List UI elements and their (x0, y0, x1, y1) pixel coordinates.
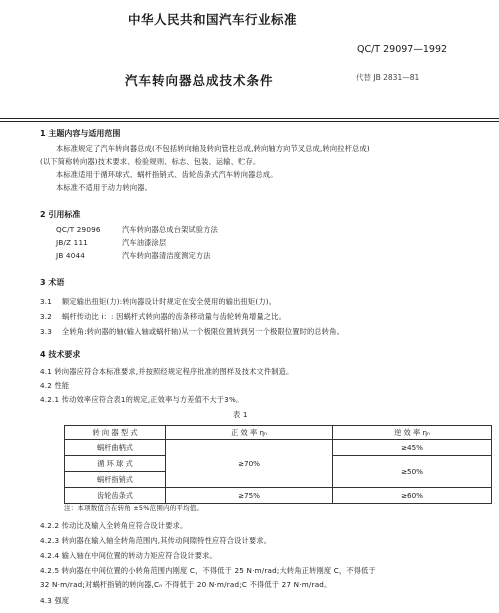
table-caption: 表 1 (233, 410, 248, 419)
section-1-heading: 1 主题内容与适用范围 (40, 129, 121, 138)
ref-code: JB 4044 (56, 251, 86, 260)
term-text: 额定输出扭矩(力):转向器设计时规定在安全使用的输出扭矩(力)。 (62, 297, 277, 306)
header-rule-top (0, 118, 499, 119)
cell-reverse-efficiency: ≥60% (333, 488, 492, 504)
section-4-heading: 4 技术要求 (40, 350, 81, 359)
clause-4-2: 4.2 性能 (40, 381, 70, 390)
column-header-type: 转 向 器 型 式 (65, 426, 166, 440)
term-number: 3.2 (40, 312, 53, 321)
clause-4-2-5-line-1: 4.2.5 转向器在中间位置的小转角范围内刚度 C，不得低于 25 N·m/rad;大转角正转刚度 C，不得低于 (40, 566, 376, 575)
table-header-row (65, 426, 492, 440)
header-rule-bottom (0, 121, 499, 122)
clause-4-3: 4.3 强度 (40, 596, 70, 605)
section-1-para-1a: 本标准规定了汽车转向器总成(不包括转向轴及转向管柱总成,转向轴方向节叉总成,转向拉杆总成) (56, 144, 370, 153)
ref-code: QC/T 29096 (56, 225, 101, 234)
clause-4-2-5-line-2: 32 N·m/rad;对蜗杆指销的转向器,Cₙ 不得低于 20 N·m/rad;C 不得低于 27 N·m/rad。 (40, 580, 332, 589)
section-2-heading: 2 引用标准 (40, 210, 81, 219)
term-text: 蜗杆传动比 i：: 因蜗杆式转向器的齿条移动量与齿轮转角增量之比。 (62, 312, 287, 321)
table-row (65, 488, 492, 504)
org-standard-title: 中华人民共和国汽车行业标准 (128, 12, 298, 27)
table-row (65, 440, 492, 456)
cell-reverse-efficiency: ≥50% (333, 456, 492, 488)
column-header-forward-efficiency: 正 效 率 ηₙ (166, 426, 333, 440)
ref-name: 汽车油漆涂层 (122, 238, 167, 247)
section-3-heading: 3 术语 (40, 278, 65, 287)
section-1-para-2: 本标准适用于循环球式、蜗杆指销式、齿轮齿条式汽车转向器总成。 (56, 170, 278, 179)
column-header-reverse-efficiency: 逆 效 率 ηₙ (333, 426, 492, 440)
cell-type: 蜗杆曲柄式 (65, 440, 166, 456)
clause-4-2-1: 4.2.1 传动效率应符合表1的规定,正效率与方差值不大于3%。 (40, 395, 244, 404)
clause-4-1: 4.1 转向器应符合本标准要求,并按照经规定程序批准的图样及技术文件制造。 (40, 367, 294, 376)
cell-forward-efficiency: ≥70% (166, 440, 333, 488)
standard-code: QC/T 29097—1992 (357, 44, 448, 55)
term-number: 3.1 (40, 297, 53, 306)
term-text: 全转角:转向器的轴(输入轴或蜗杆轴)从一个极限位置转到另一个极限位置时的总转角。 (62, 327, 344, 336)
replaces-note: 代替 JB 2831—81 (356, 73, 420, 82)
clause-4-2-2: 4.2.2 传动比及输入全转角应符合设计要求。 (40, 521, 188, 530)
clause-4-2-3: 4.2.3 转向器在输入轴全转角范围内,其传动间隙特性应符合设计要求。 (40, 536, 272, 545)
document-title: 汽车转向器总成技术条件 (125, 73, 274, 88)
cell-reverse-efficiency: ≥45% (333, 440, 492, 456)
section-1-para-3: 本标准不适用于动力转向器。 (56, 183, 153, 192)
ref-code: JB/Z 111 (56, 238, 88, 247)
cell-type: 齿轮齿条式 (65, 488, 166, 504)
term-number: 3.3 (40, 327, 53, 336)
clause-4-2-4: 4.2.4 输入轴在中间位置的转动力矩应符合设计要求。 (40, 551, 217, 560)
ref-name: 汽车转向器清洁度测定方法 (122, 251, 211, 260)
table-note: 注：本项数值合在转角 ±5%范围内的平均值。 (64, 504, 204, 512)
cell-type: 循 环 球 式 (65, 456, 166, 472)
cell-forward-efficiency: ≥75% (166, 488, 333, 504)
efficiency-table (64, 425, 492, 504)
section-1-para-1b: (以下简称转向器)技术要求、检验规则、标志、包装、运输、贮存。 (40, 157, 261, 166)
cell-type: 蜗杆指销式 (65, 472, 166, 488)
ref-name: 汽车转向器总成台架试验方法 (122, 225, 219, 234)
